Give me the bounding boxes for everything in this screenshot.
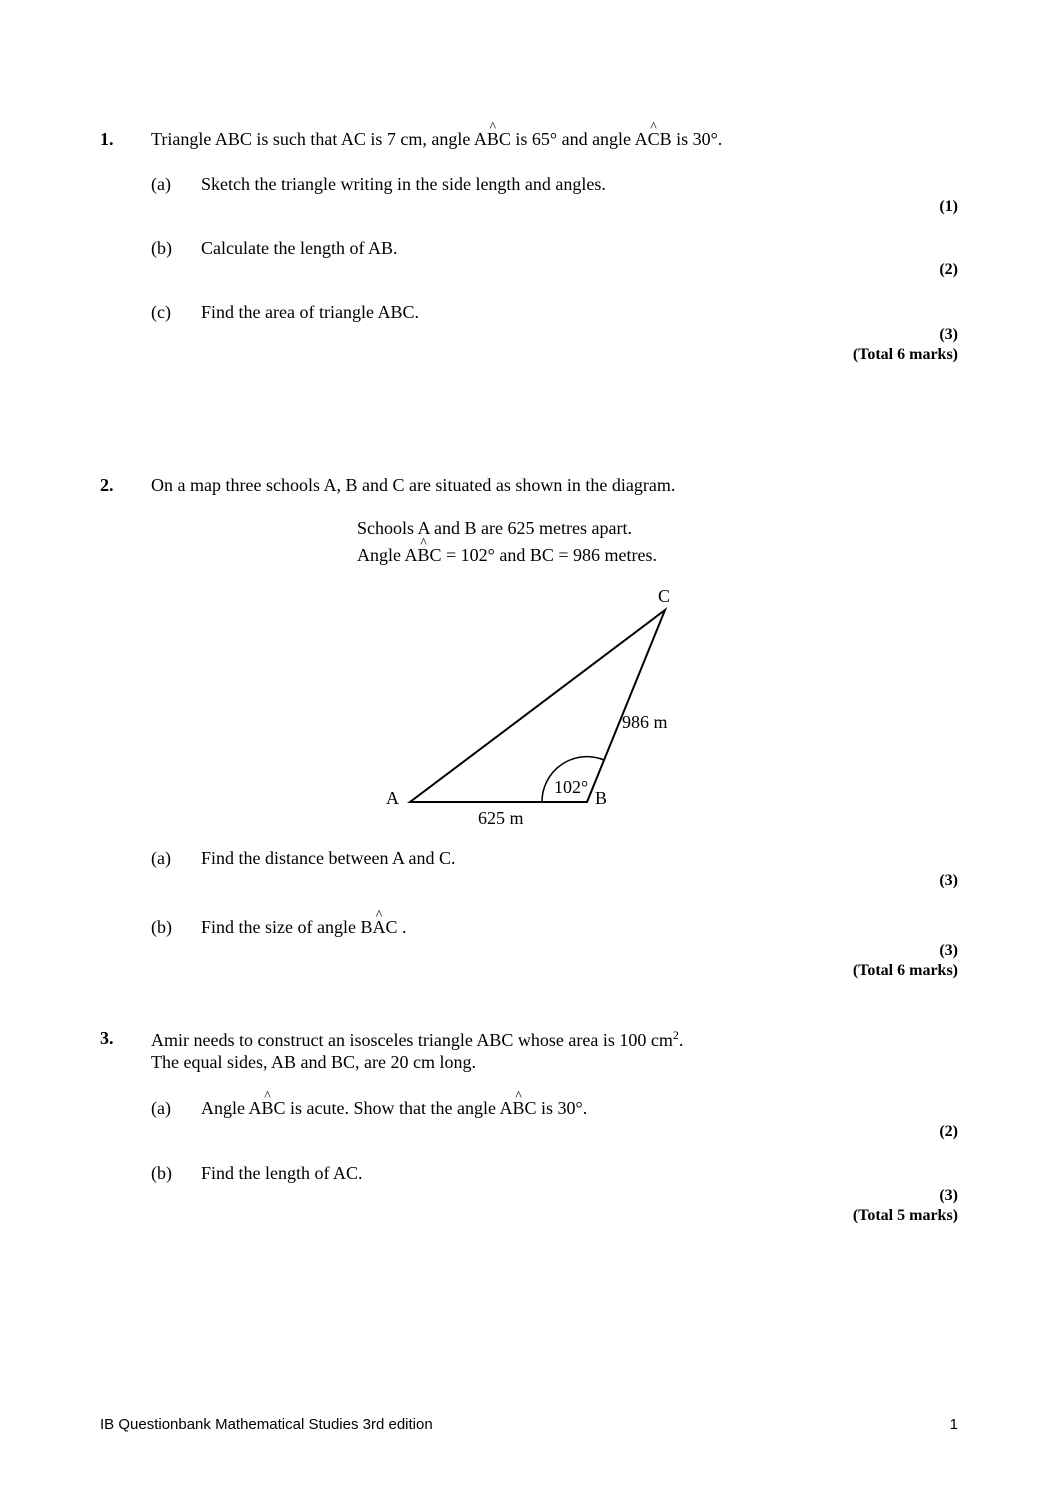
q2b-angle-b: B [360,917,373,937]
q1-angle2-b: B [659,129,672,149]
q2-angle-vertex: ^ B [418,546,430,564]
q2-total-marks: (Total 6 marks) [852,962,958,979]
q2-angle-a: A [404,545,418,565]
q1-part-b-text: Calculate the length of AB. [201,238,398,258]
q2-info-line-1: Schools A and B are 625 metres apart. [357,518,632,538]
question-2-number: 2. [100,475,114,495]
question-3-stem-line-1 [151,1029,683,1049]
q1-part-b-marks: (2) [939,261,958,278]
q1-part-c-label: (c) [151,302,171,322]
q1-part-b-label: (b) [151,238,172,258]
q1-part-c-text: Find the area of triangle ABC. [201,302,419,322]
question-1-number: 1. [100,129,114,149]
q2-part-b-text [201,918,407,936]
q3a-angle1-c: C [273,1098,286,1118]
q1-part-a-marks: (1) [939,198,958,215]
q1-angle1-vertex: ^ B [487,130,499,148]
q3-part-a-marks: (2) [939,1123,958,1140]
question-3-stem-line-2: The equal sides, AB and BC, are 20 cm long. [151,1052,476,1072]
q3a-angle2-c: C [524,1098,537,1118]
q3-part-b-marks: (3) [939,1187,958,1204]
q1-stem-text-1: Triangle ABC is such that AC is 7 cm, angle [151,129,474,149]
vertex-a-label: A [386,788,399,808]
q1-part-c-marks: (3) [939,326,958,343]
vertex-c-label: C [658,586,671,606]
q3a-angle2-vertex: ^ B [512,1099,524,1117]
q1-total-marks: (Total 6 marks) [852,346,958,363]
q2b-text-1: Find the size of angle [201,917,361,937]
q1-part-a-text: Sketch the triangle writing in the side length and angles. [201,174,606,194]
q1-part-a-label: (a) [151,174,171,194]
q2-info-line-2 [357,546,657,564]
q1-angle1-a: A [473,129,487,149]
q2-part-a-marks: (3) [939,872,958,889]
q2-part-b-label: (b) [151,917,172,937]
q2-info-text-2: = 102° and BC = 986 metres. [441,545,658,565]
q3a-text-3: is 30°. [536,1098,588,1118]
footer-title: IB Questionbank Mathematical Studies 3rd edition [100,1416,433,1433]
q2b-angle-vertex: ^ A [372,918,385,936]
q3-stem-text: Amir needs to construct an isosceles triangle ABC whose area is 100 cm [151,1030,673,1050]
triangle-diagram [0,580,1058,920]
q3-stem-end: . [678,1030,684,1050]
angle-b-label: 102° [554,777,589,797]
vertex-b-label: B [595,788,608,808]
q2-part-b-marks: (3) [939,942,958,959]
q1-angle2-vertex: ^ C [648,130,660,148]
q3a-angle1-a: A [248,1098,262,1118]
q2b-angle-c: C [385,917,398,937]
side-bc-label: 986 m [622,712,668,732]
q1-stem-text-2: is 65° and angle [510,129,635,149]
q3a-angle1-vertex: ^ B [262,1099,274,1117]
question-2-stem: On a map three schools A, B and C are situated as shown in the diagram. [151,475,676,495]
q3-part-a-label: (a) [151,1098,171,1118]
q3a-text-2: is acute. Show that the angle [285,1098,500,1118]
q3-part-b-label: (b) [151,1163,172,1183]
footer-page-number: 1 [949,1416,958,1433]
q1-stem-text-3: is 30°. [671,129,723,149]
question-1-stem [151,130,722,148]
q3a-text-1: Angle [201,1098,249,1118]
q1-angle2-a: A [634,129,648,149]
q2-part-a-label: (a) [151,848,171,868]
q3-part-b-text: Find the length of AC. [201,1163,363,1183]
q2-angle-c: C [429,545,442,565]
q3-part-a-text [201,1099,587,1117]
side-ab-label: 625 m [478,808,524,828]
q3a-angle2-a: A [499,1098,513,1118]
q3-total-marks: (Total 5 marks) [852,1207,958,1224]
q2-info-text-1: Angle [357,545,405,565]
q3-stem-superscript: 2 [672,1028,679,1042]
triangle-abc [410,610,665,802]
question-3-number: 3. [100,1028,114,1048]
q2-part-a-text: Find the distance between A and C. [201,848,456,868]
q2b-text-2: . [397,917,407,937]
q1-angle1-c: C [498,129,511,149]
